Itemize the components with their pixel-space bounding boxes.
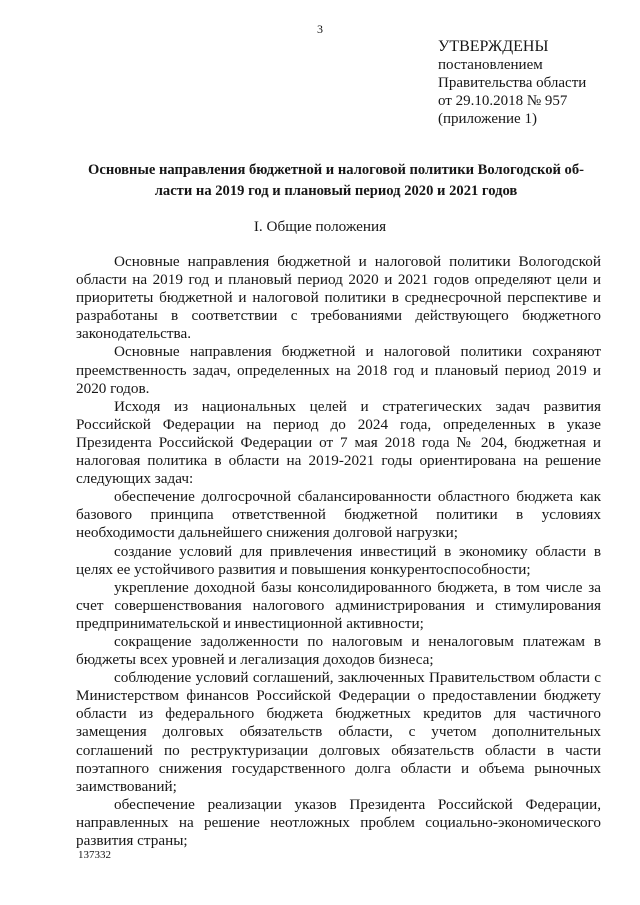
list-item: сокращение задолженности по налоговым и неналоговым платежам в бюджеты всех уровней и легализация доходов бизнеса;: [76, 632, 601, 669]
approval-line: от 29.10.2018 № 957: [438, 93, 568, 109]
list-item: обеспечение реализации указов Президента Российской Федерации, направленных на решение неотложных проблем социально-экономического развития страны;: [76, 795, 601, 849]
title-line: ласти на 2019 год и плановый период 2020 и 2021 годов: [154, 183, 518, 199]
paragraph: Исходя из национальных целей и стратегических задач развития Российской Федерации на период до 2024 года, определенных в указе Президента Российской Федерации от 7 мая 2018 года № 204, бюджетная и налоговая политика в области на 2019-2021 годы ориентирована на решение следующих задач:: [76, 397, 601, 488]
approval-line: постановлением: [438, 57, 543, 73]
page-number: 3: [317, 22, 323, 36]
document-code: 137332: [78, 849, 111, 861]
section-heading: I. Общие положения: [253, 218, 387, 235]
list-item: соблюдение условий соглашений, заключенных Правительством области с Министерством финансов Российской Федерации о предоставлении бюджету области из федерального бюджета бюджетных кредитов для частичного замещения долговых обязательств области, с учетом дополнительных соглашений по реструктуризации долговых обязательств области в части поэтапного снижения государственного долга области и объема рыночных заимствований;: [76, 669, 601, 795]
approval-heading: УТВЕРЖДЕНЫ: [438, 38, 549, 55]
title-line: Основные направления бюджетной и налоговой политики Вологодской об-: [87, 162, 585, 178]
approval-line: (приложение 1): [438, 111, 537, 127]
paragraph: Основные направления бюджетной и налоговой политики сохраняют преемственность задач, определенных на 2018 год и плановый период 2019 и 2020 годов.: [76, 343, 601, 397]
list-item: укрепление доходной базы консолидированного бюджета, в том числе за счет совершенствования налогового администрирования и стимулирования предпринимательской и инвестиционной активности;: [76, 578, 601, 632]
document-title: [76, 160, 596, 202]
list-item: создание условий для привлечения инвестиций в экономику области в целях ее устойчивого развития и повышения конкурентоспособности;: [76, 542, 601, 578]
document-body: [76, 253, 601, 850]
approval-stamp: [438, 38, 586, 128]
paragraph: Основные направления бюджетной и налоговой политики Вологодской области на 2019 год и плановый период 2020 и 2021 годов определяют цели и приоритеты бюджетной и налоговой политики в среднесрочной перспективе и разработаны в соответствии с требованиями действующего бюджетного законодательства.: [76, 253, 601, 343]
list-item: обеспечение долгосрочной сбалансированности областного бюджета как базового принципа ответственной бюджетной политики в условиях необходимости дальнейшего снижения долговой нагрузки;: [76, 488, 601, 542]
approval-line: Правительства области: [438, 75, 587, 91]
